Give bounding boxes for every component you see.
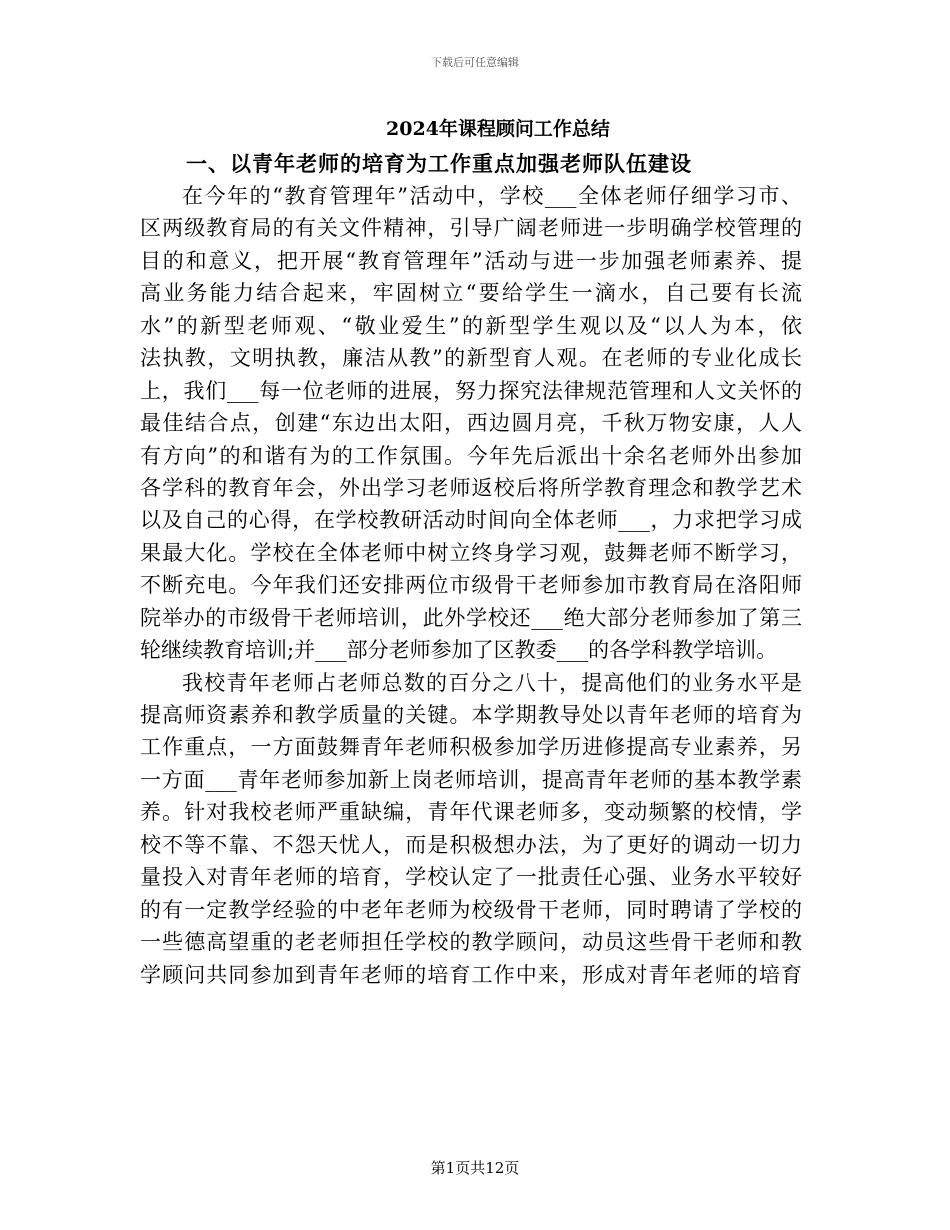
page-footer: 第1页共12页 — [430, 1159, 520, 1177]
paragraph-line: 量投入对青年老师的培育，学校认定了一批责任心强、业务水平较好 — [140, 865, 802, 890]
paragraph-line: 工作重点，一方面鼓舞青年老师积极参加学历进修提高专业素养，另 — [140, 735, 802, 760]
paragraph-line: 院举办的市级骨干老师培训，此外学校还___绝大部分老师参加了第三 — [140, 605, 802, 630]
paragraph-line: 各学科的教育年会，外出学习老师返校后将所学教育理念和教学艺术 — [140, 475, 802, 500]
paragraph-line: 一些德高望重的老老师担任学校的教学顾问，动员这些骨干老师和教 — [140, 930, 802, 955]
paragraph-line: 一方面___青年老师参加新上岗老师培训，提高青年老师的基本教学素 — [140, 767, 802, 792]
paragraph-line: 不断充电。今年我们还安排两位市级骨干老师参加市教育局在洛阳师 — [140, 573, 802, 598]
paragraph-line: 我校青年老师占老师总数的百分之八十，提高他们的业务水平是 — [182, 670, 802, 695]
paragraph-line: 最佳结合点，创建“东边出太阳，西边圆月亮，千秋万物安康，人人 — [140, 411, 802, 436]
paragraph-line: 轮继续教育培训;并___部分老师参加了区教委___的各学科教学培训。 — [140, 638, 778, 663]
paragraph-line: 养。针对我校老师严重缺编，青年代课老师多，变动频繁的校情，学 — [140, 800, 802, 825]
paragraph-line: 校不等不靠、不怨天忧人，而是积极想办法，为了更好的调动一切力 — [140, 832, 802, 857]
header-note: 下载后可任意编辑 — [431, 56, 519, 69]
paragraph-line: 果最大化。学校在全体老师中树立终身学习观，鼓舞老师不断学习， — [140, 540, 802, 565]
paragraph-line: 上，我们___每一位老师的进展，努力探究法律规范管理和人文关怀的 — [140, 378, 802, 403]
paragraph-line: 有方向”的和谐有为的工作氛围。今年先后派出十余名老师外出参加 — [140, 443, 802, 468]
paragraph-line: 高业务能力结合起来，牢固树立“要给学生一滴水，自己要有长流 — [140, 281, 802, 306]
document-body — [140, 180, 802, 991]
paragraph-line: 区两级教育局的有关文件精神，引导广阔老师进一步明确学校管理的 — [140, 216, 802, 241]
section-heading: 一、以青年老师的培育为工作重点加强老师队伍建设 — [186, 151, 692, 176]
paragraph-line: 以及自己的心得，在学校教研活动时间向全体老师___，力求把学习成 — [140, 508, 802, 533]
paragraph-line: 的有一定教学经验的中老年老师为校级骨干老师，同时聘请了学校的 — [140, 897, 802, 922]
paragraph-line: 目的和意义，把开展“教育管理年”活动与进一步加强老师素养、提 — [140, 248, 802, 273]
paragraph-line: 在今年的“教育管理年”活动中，学校___全体老师仔细学习市、 — [182, 184, 802, 208]
paragraph-line: 法执教，文明执教，廉洁从教”的新型育人观。在老师的专业化成长 — [140, 346, 802, 371]
paragraph-line: 水”的新型老师观、“敬业爱生”的新型学生观以及“以人为本，依 — [140, 313, 802, 338]
paragraph-line: 学顾问共同参加到青年老师的培育工作中来，形成对青年老师的培育 — [140, 962, 802, 987]
paragraph-line: 提高师资素养和教学质量的关键。本学期教导处以青年老师的培育为 — [140, 703, 802, 727]
document-title: 2024年课程顾问工作总结 — [386, 118, 610, 140]
